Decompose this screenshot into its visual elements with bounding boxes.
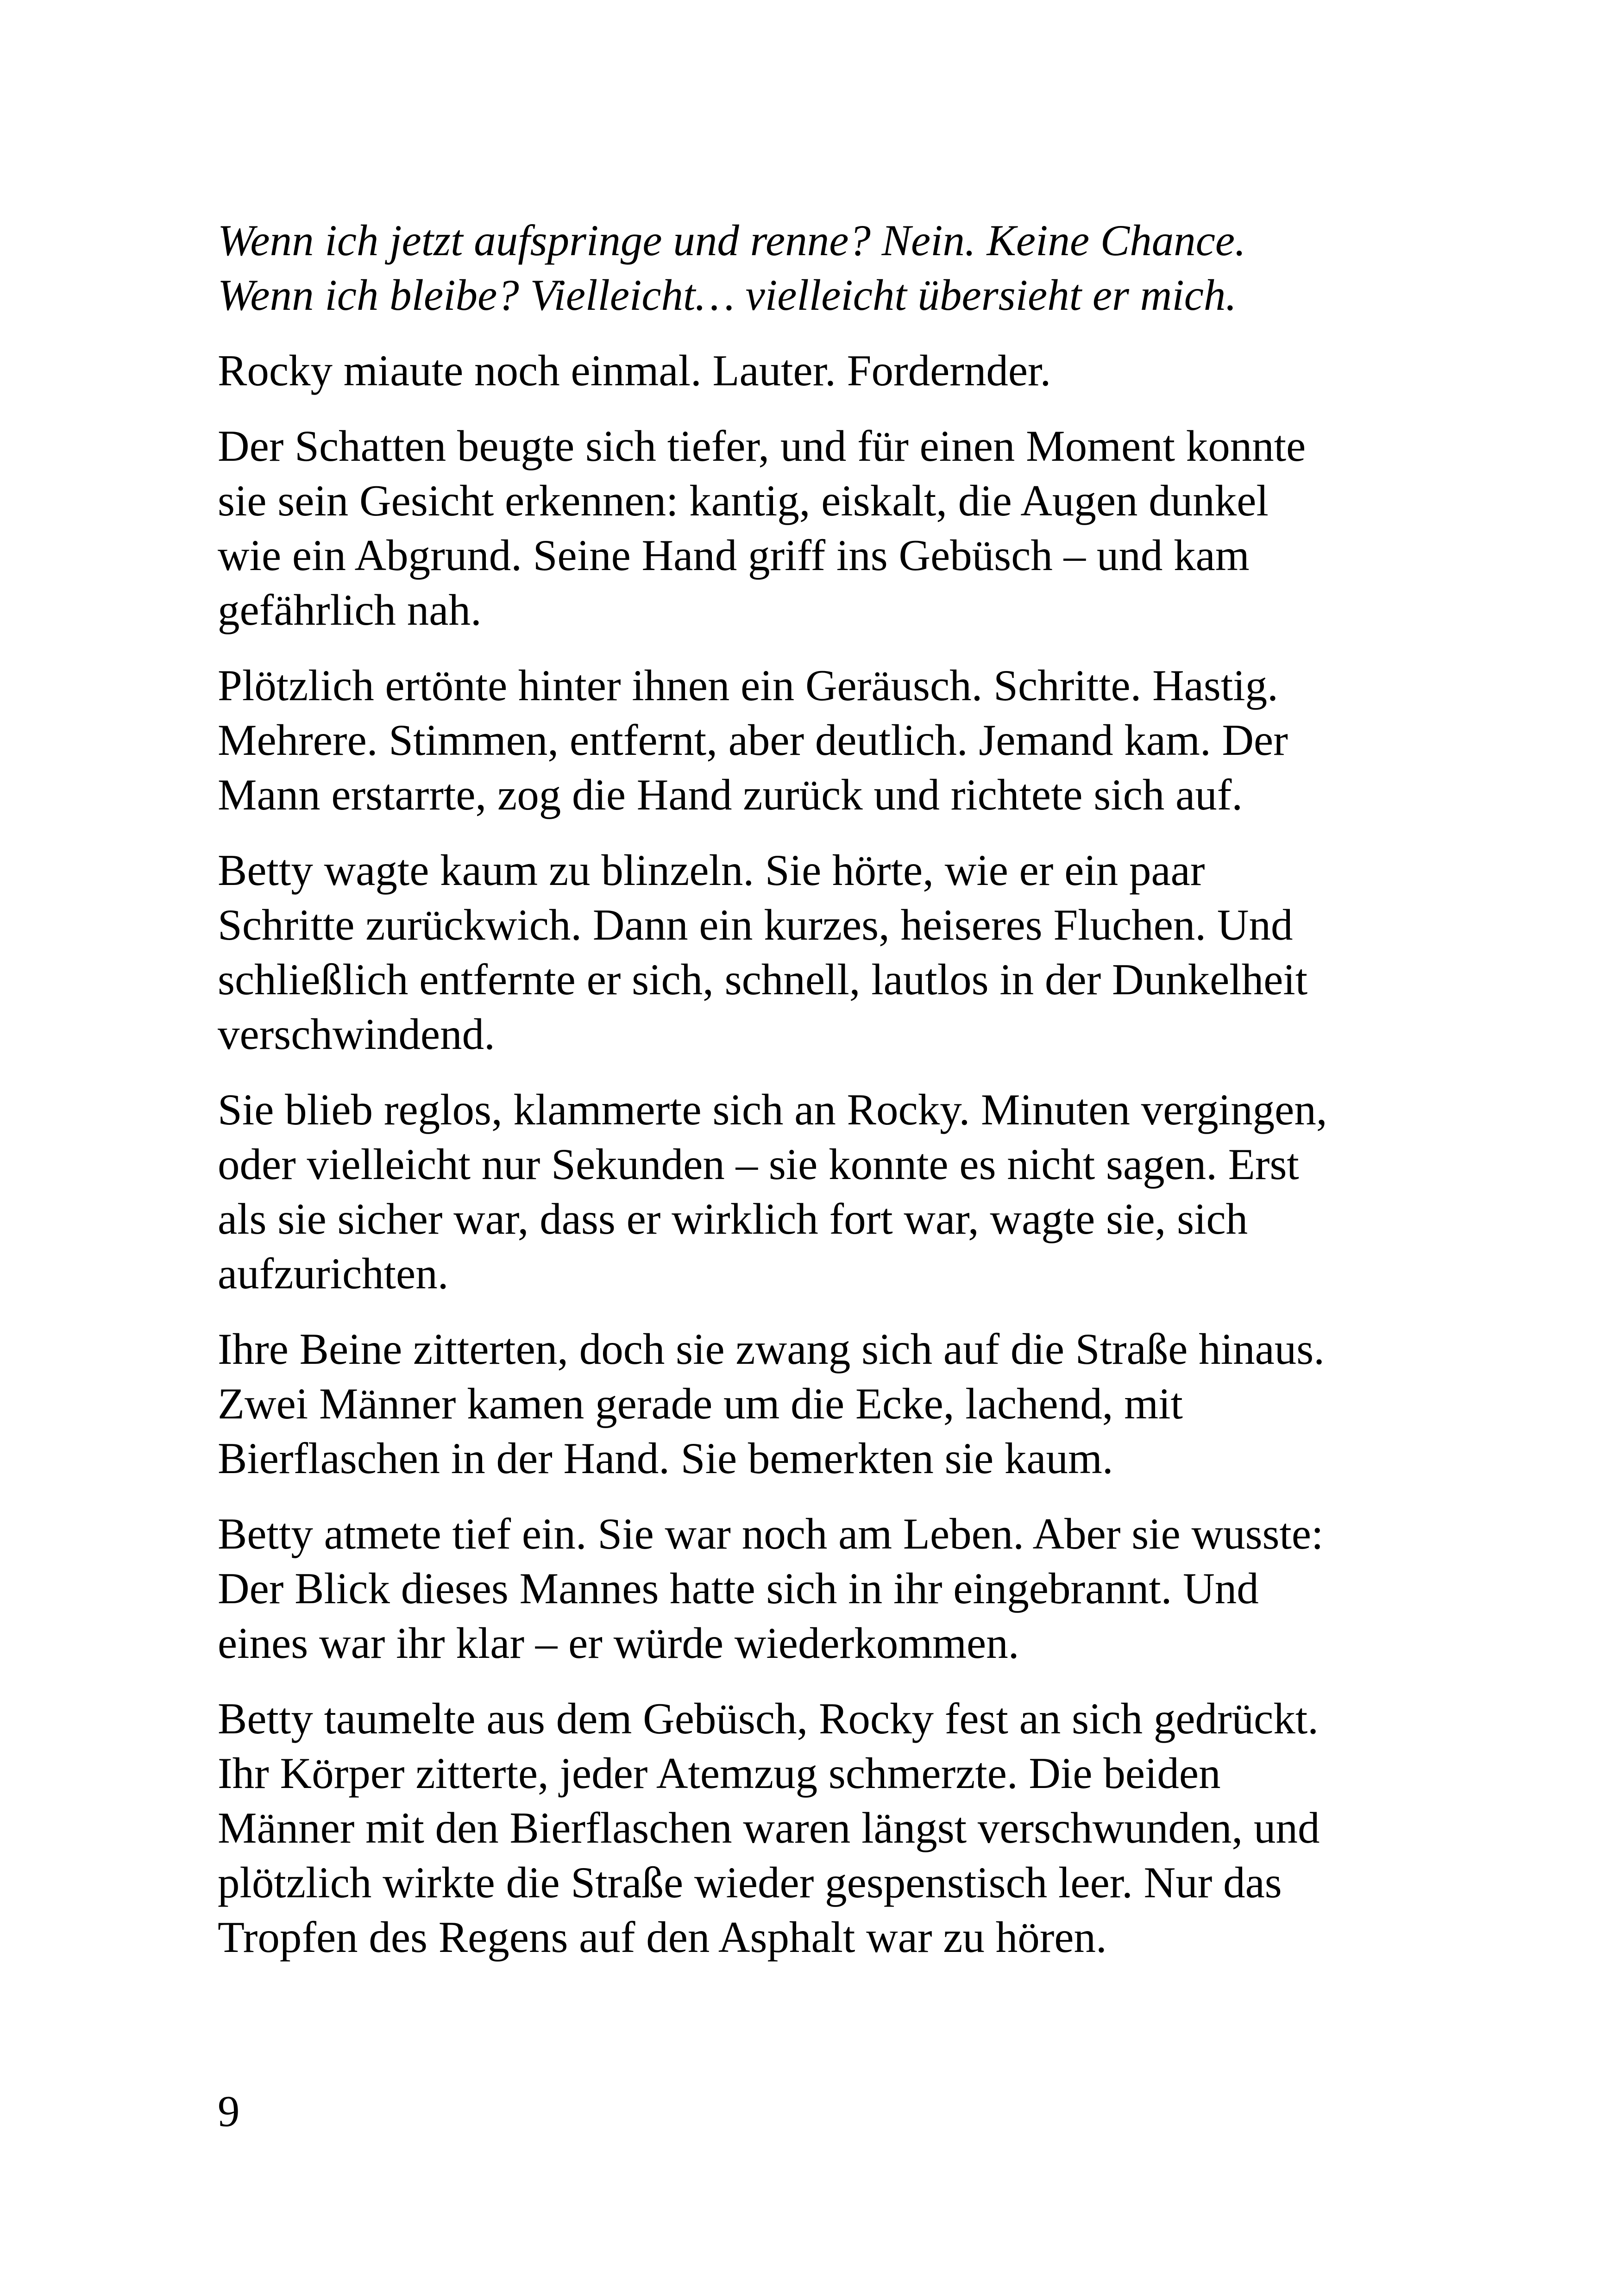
body-text [218,213,1403,1985]
paragraph: Plötzlich ertönte hinter ihnen ein Geräusch. Schritte. Hastig. Mehrere. Stimmen, entfernt, aber deutlich. Jemand kam. Der Mann erstarrte, zog die Hand zurück und richtete sich auf. [218,661,1288,819]
paragraph: Betty wagte kaum zu blinzeln. Sie hörte, wie er ein paar Schritte zurückwich. Dann ein kurzes, heiseres Fluchen. Und schließlich entfernte er sich, schnell, lautlos in der Dunkelheit verschwindend. [218,846,1308,1059]
page-number: 9 [218,2087,240,2136]
paragraph: Sie blieb reglos, klammerte sich an Rocky. Minuten vergingen, oder vielleicht nur Sekunden – sie konnte es nicht sagen. Erst als sie sicher war, dass er wirklich fort war, wagte sie, sich aufzurichten. [218,1085,1327,1298]
paragraph: Betty taumelte aus dem Gebüsch, Rocky fest an sich gedrückt. Ihr Körper zitterte, jeder Atemzug schmerzte. Die beiden Männer mit den Bierflaschen waren längst verschwunden, und plötzlich wirkte die Straße wieder gespenstisch leer. Nur das Tropfen des Regens auf den Asphalt war zu hören. [218,1694,1320,1962]
paragraph-inner-monologue: Wenn ich jetzt aufspringe und renne? Nein. Keine Chance. Wenn ich bleibe? Vielleicht… vielleicht übersieht er mich. [218,216,1246,320]
paragraph: Betty atmete tief ein. Sie war noch am Leben. Aber sie wusste: Der Blick dieses Mannes hatte sich in ihr eingebrannt. Und eines war ihr klar – er würde wiederkommen. [218,1509,1324,1668]
paragraph: Rocky miaute noch einmal. Lauter. Fordernder. [218,346,1051,395]
paragraph: Der Schatten beugte sich tiefer, und für einen Moment konnte sie sein Gesicht erkennen: kantig, eiskalt, die Augen dunkel wie ein Abgrund. Seine Hand griff ins Gebüsch – und kam gefährlich nah. [218,421,1306,634]
paragraph: Ihre Beine zitterten, doch sie zwang sich auf die Straße hinaus. Zwei Männer kamen gerade um die Ecke, lachend, mit Bierflaschen in der Hand. Sie bemerkten sie kaum. [218,1324,1325,1483]
